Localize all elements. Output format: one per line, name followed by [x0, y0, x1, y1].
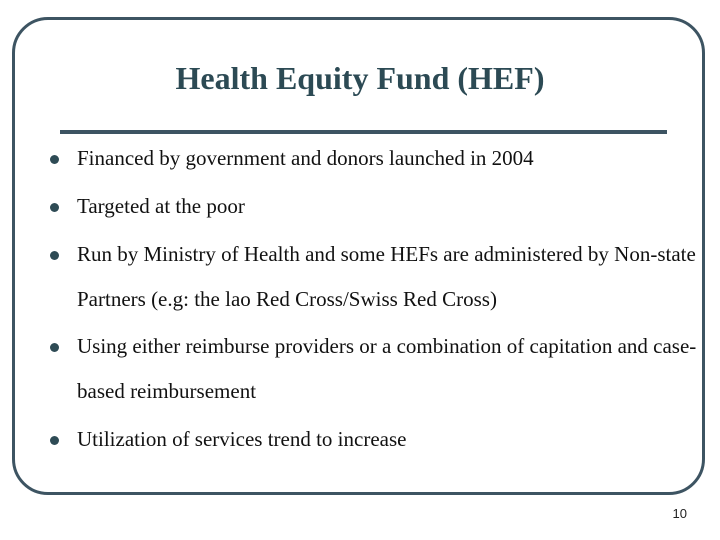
bullet-dot-icon: [50, 203, 59, 212]
bullet-item: [50, 136, 700, 181]
title-underline: [60, 130, 667, 134]
page-number: 10: [672, 506, 687, 521]
bullet-item: [50, 184, 700, 229]
bullet-text: Run by Ministry of Health and some HEFs are administered by Non-state Partners (e.g: the lao Red Cross/Swiss Red Cross): [77, 242, 696, 311]
bullet-item: [50, 417, 700, 462]
bullet-text: Using either reimburse providers or a combination of capitation and case-based reimbursement: [77, 334, 697, 403]
bullet-item: [50, 232, 700, 322]
bullet-dot-icon: [50, 343, 59, 352]
bullet-dot-icon: [50, 436, 59, 445]
bullet-text: Targeted at the poor: [77, 194, 245, 218]
bullet-text: Utilization of services trend to increase: [77, 427, 407, 451]
bullet-text: Financed by government and donors launched in 2004: [77, 146, 534, 170]
bullet-dot-icon: [50, 251, 59, 260]
bullet-dot-icon: [50, 155, 59, 164]
bullet-item: [50, 324, 700, 414]
slide-title: Health Equity Fund (HEF): [175, 60, 545, 96]
